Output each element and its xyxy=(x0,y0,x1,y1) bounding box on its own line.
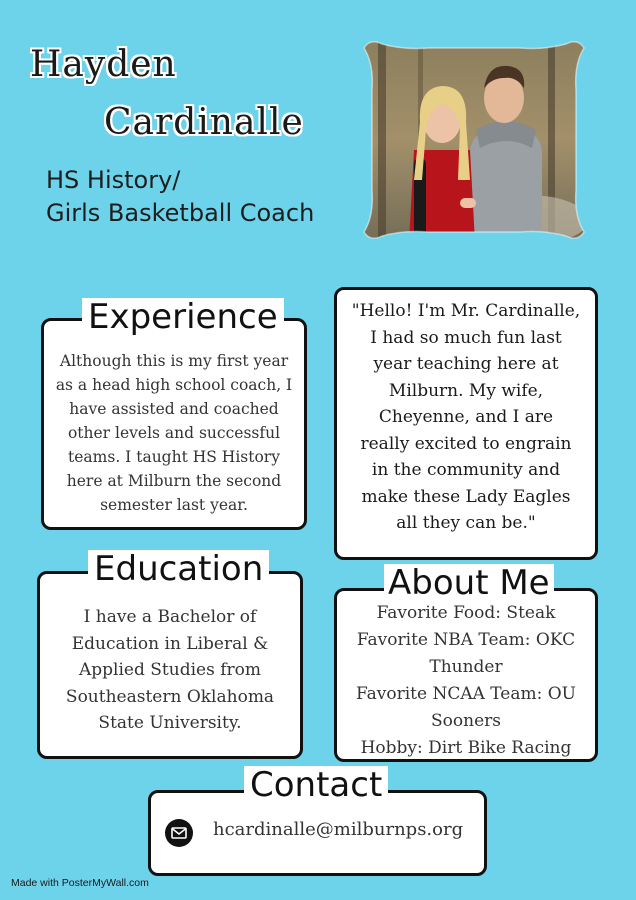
quote-line: "Hello! I'm Mr. Cardinalle, xyxy=(351,301,581,321)
about-line: Sooners xyxy=(431,711,501,731)
experience-text xyxy=(44,349,304,517)
contact-email-link[interactable]: hcardinalle@milburnps.org xyxy=(213,819,464,840)
experience-card xyxy=(41,318,307,530)
couple-photo-icon xyxy=(358,30,590,250)
quote-line: Cheyenne, and I are xyxy=(378,407,554,427)
experience-line: here at Milburn the second xyxy=(66,472,282,490)
experience-line: teams. I taught HS History xyxy=(68,448,280,466)
role-line-2: Girls Basketball Coach xyxy=(46,199,315,227)
education-text xyxy=(40,604,300,737)
quote-line: make these Lady Eagles xyxy=(361,486,571,507)
about-line: Favorite NBA Team: OKC xyxy=(356,630,576,650)
about-line: Hobby: Dirt Bike Racing xyxy=(360,738,572,758)
education-heading: Education xyxy=(88,550,269,588)
education-line: Southeastern Oklahoma xyxy=(65,686,275,707)
quote-text xyxy=(337,298,595,537)
about-heading: About Me xyxy=(384,564,554,602)
education-line: I have a Bachelor of xyxy=(83,607,257,627)
experience-line: as a head high school coach, I xyxy=(55,376,293,394)
education-line: State University. xyxy=(98,713,242,733)
last-name: Cardinalle xyxy=(104,102,304,143)
first-name: Hayden xyxy=(30,44,177,85)
education-line: Education in Liberal & xyxy=(71,633,269,654)
about-line: Favorite Food: Steak xyxy=(376,603,556,623)
quote-line: Milburn. My wife, xyxy=(388,380,544,401)
experience-line: other levels and successful xyxy=(67,424,281,442)
experience-heading: Experience xyxy=(82,298,284,336)
quote-line: year teaching here at xyxy=(373,354,559,374)
role-title xyxy=(46,164,314,230)
quote-line: I had so much fun last xyxy=(370,327,562,348)
experience-line: semester last year. xyxy=(100,496,248,514)
about-card xyxy=(334,588,598,762)
about-text xyxy=(337,600,595,762)
quote-line: all they can be." xyxy=(396,513,536,533)
footer-credit: Made with PosterMyWall.com xyxy=(11,877,149,889)
quote-card xyxy=(334,287,598,560)
contact-heading: Contact xyxy=(244,766,388,804)
experience-line: have assisted and coached xyxy=(69,400,279,418)
education-card xyxy=(37,571,303,759)
quote-line: in the community and xyxy=(371,460,561,480)
profile-photo xyxy=(358,30,590,250)
mail-icon[interactable] xyxy=(165,819,193,847)
education-line: Applied Studies from xyxy=(79,660,261,680)
experience-line: Although this is my first year xyxy=(59,352,289,370)
about-line: Favorite NCAA Team: OU xyxy=(355,684,577,704)
quote-line: really excited to engrain xyxy=(360,433,572,454)
role-line-1: HS History/ xyxy=(46,166,181,194)
about-line: Thunder xyxy=(429,657,503,677)
